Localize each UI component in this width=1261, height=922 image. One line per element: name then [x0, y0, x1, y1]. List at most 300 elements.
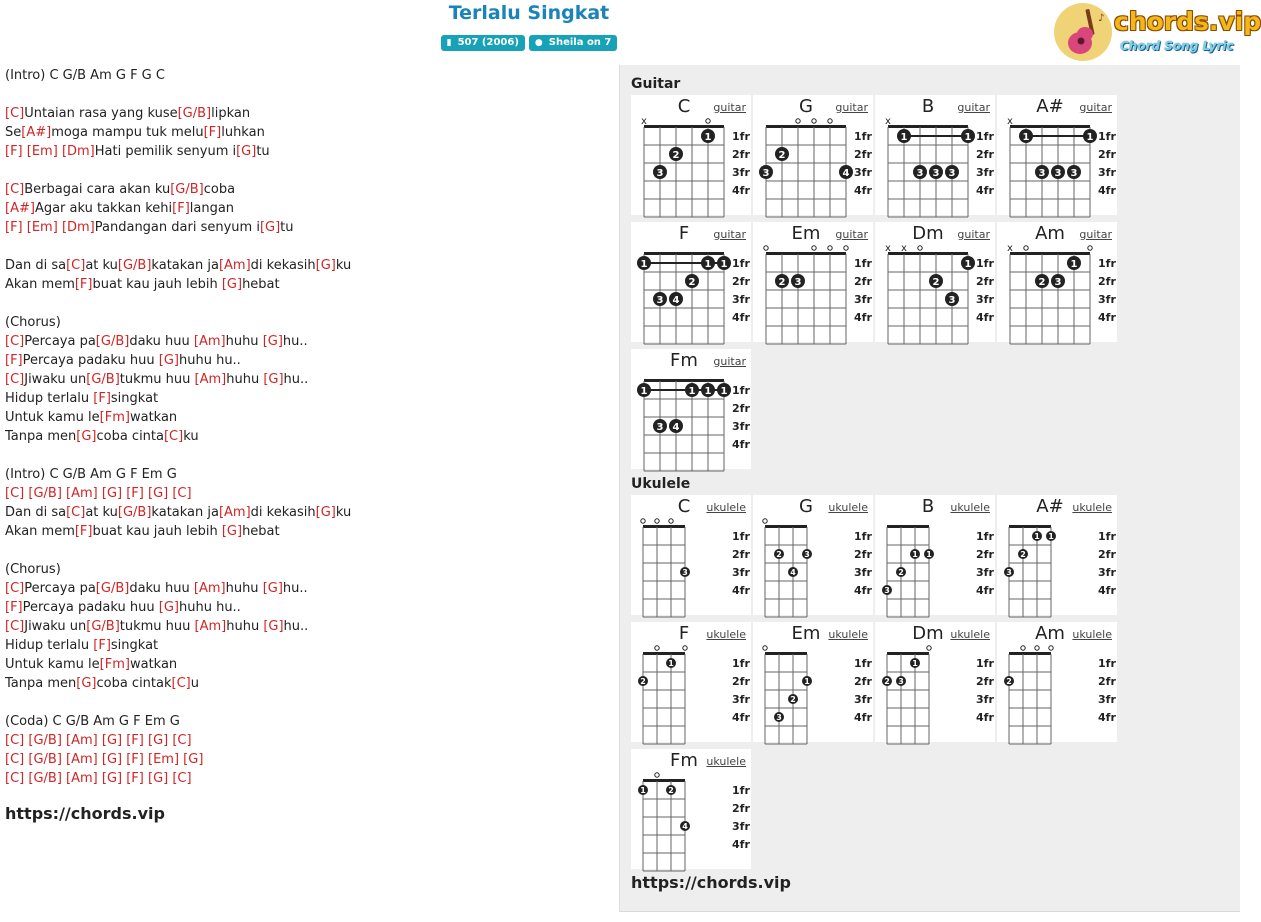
guitar-logo-icon	[1054, 3, 1112, 61]
chord-token[interactable]: [A#]	[21, 125, 52, 140]
chord-token[interactable]: [G]	[101, 486, 123, 501]
chord-token[interactable]: [F]	[126, 752, 144, 767]
chord-token[interactable]: [G/B]	[170, 182, 204, 197]
site-logo[interactable]	[1054, 3, 1261, 63]
chord-token[interactable]: [F]	[5, 144, 23, 159]
chord-token[interactable]: [Fm]	[99, 657, 130, 672]
chord-token[interactable]: [Am]	[193, 334, 226, 349]
guitar-chord-card[interactable]	[631, 95, 751, 215]
chord-token[interactable]: [G/B]	[95, 334, 130, 349]
chord-diagram	[997, 242, 1117, 342]
chord-token[interactable]: [A#]	[5, 201, 35, 216]
ukulele-chord-card[interactable]	[631, 749, 751, 869]
finger-number: 3	[948, 295, 956, 306]
fret-label: 2fr	[732, 675, 750, 688]
finger-number: 1	[640, 386, 648, 397]
chord-token[interactable]: [C]	[5, 733, 25, 748]
chord-token[interactable]: [G]	[262, 581, 283, 596]
book-icon: ▮	[446, 38, 452, 48]
finger-number: 4	[672, 295, 680, 306]
ukulele-chord-card[interactable]	[631, 495, 751, 615]
chord-diagram	[997, 642, 1117, 742]
fret-label: 1fr	[1098, 530, 1116, 543]
user-icon: ●	[534, 38, 543, 48]
fret-label: 1fr	[732, 657, 750, 670]
chord-token[interactable]: [Am]	[194, 619, 227, 634]
chord-token[interactable]: [G/B]	[117, 258, 152, 273]
instrument-link[interactable]: guitar	[957, 228, 990, 241]
chord-diagram	[997, 515, 1117, 615]
open-string-marker	[763, 646, 767, 650]
ukulele-chord-card[interactable]	[875, 622, 995, 742]
chord-token[interactable]: [C]	[5, 334, 25, 349]
finger-number: 1	[704, 259, 712, 270]
fret-label: 2fr	[854, 148, 872, 161]
chord-token[interactable]: [C]	[5, 619, 25, 634]
fret-label: 4fr	[976, 711, 994, 724]
muted-string-marker: x	[641, 116, 647, 127]
chord-token[interactable]: [G/B]	[95, 581, 130, 596]
muted-string-marker: x	[1007, 243, 1013, 254]
song-title: Terlalu Singkat	[448, 2, 610, 24]
fret-label: 1fr	[732, 530, 750, 543]
chord-token[interactable]: [Am]	[194, 372, 227, 387]
fret-label: 1fr	[732, 384, 750, 397]
chord-token[interactable]: [Am]	[218, 258, 251, 273]
fret-label: 2fr	[976, 675, 994, 688]
lyric-line: [C]Percaya pa[G/B]daku huu [Am]huhu [G]hu..	[5, 334, 308, 349]
open-string-marker	[828, 119, 832, 123]
guitar-chord-card[interactable]	[753, 95, 873, 215]
chord-token[interactable]: [G]	[315, 258, 336, 273]
open-string-marker	[828, 246, 832, 250]
chord-token[interactable]: [C]	[163, 429, 184, 444]
instrument-link[interactable]: ukulele	[706, 628, 746, 641]
open-string-marker	[844, 246, 848, 250]
chord-token[interactable]: [G/B]	[28, 752, 62, 767]
fret-label: 2fr	[1098, 675, 1116, 688]
ukulele-chord-card[interactable]	[997, 495, 1117, 615]
fret-label: 2fr	[1098, 548, 1116, 561]
chord-token[interactable]: [C]	[5, 581, 25, 596]
chord-diagram	[753, 242, 873, 342]
nut	[887, 525, 929, 528]
fret-label: 4fr	[1098, 711, 1116, 724]
instrument-link[interactable]: guitar	[1079, 228, 1112, 241]
fret-label: 1fr	[976, 530, 994, 543]
open-string-marker	[683, 646, 687, 650]
finger-number: 2	[1020, 550, 1026, 559]
chord-diagram	[753, 515, 873, 615]
lyric-line: Akan mem[F]buat kau jauh lebih [G]hebat	[5, 524, 280, 539]
open-string-marker	[763, 519, 767, 523]
chord-token[interactable]: [G]	[221, 277, 243, 292]
chord-token[interactable]: [Am]	[218, 505, 251, 520]
chord-token[interactable]: [C]	[66, 505, 86, 520]
open-string-marker	[655, 646, 659, 650]
open-string-marker	[927, 646, 931, 650]
chord-diagram	[753, 642, 873, 742]
finger-number: 3	[1070, 168, 1078, 179]
instrument-link[interactable]: guitar	[835, 228, 868, 241]
fret-label: 3fr	[732, 693, 750, 706]
nut	[1010, 125, 1090, 128]
finger-number: 1	[926, 550, 932, 559]
lyric-line: (Intro) C G/B Am G F Em G	[5, 467, 177, 482]
panel-site-link[interactable]: https://chords.vip	[631, 873, 791, 892]
finger-number: 1	[964, 132, 972, 143]
artist-badge[interactable]	[529, 35, 617, 51]
fret-label: 4fr	[854, 711, 872, 724]
nut	[644, 379, 724, 382]
fret-label: 4fr	[732, 838, 750, 851]
fret-label: 1fr	[976, 257, 994, 270]
finger-number: 3	[656, 168, 664, 179]
chord-token[interactable]: [G]	[101, 752, 123, 767]
chord-token[interactable]: [C]	[66, 258, 86, 273]
guitar-chord-card[interactable]	[997, 222, 1117, 342]
lyric-line: Hidup terlalu [F]singkat	[5, 638, 159, 653]
nut	[1009, 652, 1051, 655]
open-string-marker	[812, 246, 816, 250]
instrument-link[interactable]: guitar	[713, 228, 746, 241]
fret-label: 2fr	[732, 802, 750, 815]
chord-token[interactable]: [Em]	[26, 144, 58, 159]
chord-token[interactable]: [F]	[74, 524, 93, 539]
finger-number: 4	[682, 822, 688, 831]
site-link[interactable]: https://chords.vip	[5, 804, 165, 823]
lyric-line: [F]Percaya padaku huu [G]huhu hu..	[5, 600, 241, 615]
chord-token[interactable]: [C]	[5, 771, 25, 786]
fret-label: 3fr	[976, 693, 994, 706]
open-string-marker	[669, 519, 673, 523]
chord-token[interactable]: [Am]	[66, 486, 98, 501]
chord-token[interactable]: [C]	[171, 676, 191, 691]
chord-token[interactable]: [G]	[148, 771, 169, 786]
finger-number: 3	[682, 568, 688, 577]
fret-label: 3fr	[854, 693, 872, 706]
guitar-chord-card[interactable]	[875, 95, 995, 215]
chord-name: Fm	[670, 350, 698, 371]
chord-token[interactable]: [G]	[158, 600, 179, 615]
chord-token[interactable]: [G]	[101, 733, 123, 748]
finger-number: 1	[1086, 132, 1094, 143]
lyric-line: Untuk kamu le[Fm]watkan	[5, 657, 178, 672]
nut	[1010, 252, 1090, 255]
chord-token[interactable]: [G]	[76, 429, 97, 444]
lyric-line: Akan mem[F]buat kau jauh lebih [G]hebat	[5, 277, 280, 292]
chord-token[interactable]: [F]	[203, 125, 222, 140]
finger-number: 1	[668, 659, 674, 668]
lyric-line	[5, 446, 351, 465]
ukulele-chord-card[interactable]	[997, 622, 1117, 742]
lyric-line	[5, 85, 351, 104]
lyric-line: (Chorus)	[5, 562, 61, 577]
fret-label: 2fr	[976, 275, 994, 288]
song-badges	[0, 35, 1058, 51]
instrument-link[interactable]: ukulele	[950, 501, 990, 514]
chord-token[interactable]: [C]	[5, 182, 25, 197]
instrument-link[interactable]: ukulele	[1072, 501, 1112, 514]
open-string-marker	[918, 246, 922, 250]
finger-number: 4	[672, 422, 680, 433]
fret-label: 2fr	[1098, 275, 1116, 288]
finger-number: 3	[776, 713, 782, 722]
chord-token[interactable]: [F]	[5, 600, 23, 615]
fret-label: 2fr	[976, 148, 994, 161]
chord-token[interactable]: [C]	[172, 733, 192, 748]
chord-token[interactable]: [G]	[315, 505, 336, 520]
finger-number: 2	[668, 786, 674, 795]
chord-token[interactable]: [G]	[183, 752, 204, 767]
chord-token[interactable]: [G]	[221, 524, 243, 539]
finger-number: 3	[916, 168, 924, 179]
chord-token[interactable]: [G]	[148, 486, 169, 501]
guitar-chord-card[interactable]	[997, 95, 1117, 215]
open-string-marker	[706, 119, 710, 123]
fret-label: 1fr	[854, 257, 872, 270]
chord-diagram	[631, 642, 751, 742]
finger-number: 3	[948, 168, 956, 179]
finger-number: 3	[1038, 168, 1046, 179]
nut	[1009, 525, 1051, 528]
chord-token[interactable]: [C]	[5, 752, 25, 767]
instrument-link[interactable]: ukulele	[828, 501, 868, 514]
finger-number: 1	[964, 259, 972, 270]
chord-diagram	[875, 242, 995, 342]
open-string-marker	[1035, 646, 1039, 650]
chord-diagram	[875, 642, 995, 742]
lyric-line: (Chorus)	[5, 315, 61, 330]
chord-token[interactable]: [G]	[101, 771, 123, 786]
fret-label: 1fr	[854, 130, 872, 143]
chord-token[interactable]: [F]	[126, 733, 144, 748]
lyric-line: [C]Jiwaku un[G/B]tukmu huu [Am]huhu [G]hu..	[5, 372, 309, 387]
finger-number: 1	[912, 659, 918, 668]
chord-token[interactable]: [Em]	[148, 752, 180, 767]
chord-token[interactable]: [C]	[5, 486, 25, 501]
nut	[644, 125, 724, 128]
fret-label: 3fr	[732, 166, 750, 179]
chord-token[interactable]: [G/B]	[28, 771, 62, 786]
finger-number: 3	[804, 550, 810, 559]
open-string-marker	[1024, 246, 1028, 250]
chord-token[interactable]: [Fm]	[99, 410, 130, 425]
fret-label: 3fr	[732, 420, 750, 433]
chord-token[interactable]: [G/B]	[117, 505, 152, 520]
chord-token[interactable]: [C]	[172, 486, 192, 501]
chord-token[interactable]: [F]	[5, 353, 23, 368]
fret-label: 2fr	[854, 275, 872, 288]
fret-label: 3fr	[976, 166, 994, 179]
muted-string-marker: x	[885, 116, 891, 127]
instrument-link[interactable]: ukulele	[706, 755, 746, 768]
guitar-chord-card[interactable]	[875, 222, 995, 342]
fret-label: 1fr	[976, 657, 994, 670]
fret-label: 4fr	[732, 584, 750, 597]
chord-token[interactable]: [Am]	[193, 581, 226, 596]
chord-token[interactable]: [C]	[5, 372, 25, 387]
chord-diagram	[631, 369, 751, 469]
chord-diagram	[631, 515, 751, 615]
fret-label: 3fr	[854, 293, 872, 306]
svg-text:♪: ♪	[1098, 13, 1105, 24]
chord-token[interactable]: [Am]	[66, 752, 98, 767]
chord-token[interactable]: [Am]	[66, 771, 98, 786]
chord-token[interactable]: [F]	[126, 771, 144, 786]
finger-number: 4	[842, 168, 850, 179]
chord-token[interactable]: [G/B]	[86, 372, 120, 387]
guitar-chord-card[interactable]	[631, 349, 751, 469]
open-string-marker	[1021, 646, 1025, 650]
instrument-link[interactable]: guitar	[957, 101, 990, 114]
lyric-line: Dan di sa[C]at ku[G/B]katakan ja[Am]di kekasih[G]ku	[5, 505, 352, 520]
logo-subtitle: Chord Song Lyric	[1120, 39, 1234, 53]
chord-name: Em	[791, 623, 821, 644]
chord-token[interactable]: [C]	[172, 771, 192, 786]
fret-label: 3fr	[976, 293, 994, 306]
instrument-link[interactable]: guitar	[713, 101, 746, 114]
fret-label: 4fr	[1098, 311, 1116, 324]
instrument-link[interactable]: guitar	[713, 355, 746, 368]
finger-number: 2	[898, 568, 904, 577]
open-string-marker	[655, 519, 659, 523]
chord-token[interactable]: [Dm]	[61, 144, 95, 159]
finger-number: 1	[900, 132, 908, 143]
chord-name: Em	[791, 223, 821, 244]
chord-token[interactable]: [G/B]	[28, 733, 62, 748]
lyric-line: (Coda) C G/B Am G F Em G	[5, 714, 180, 729]
album-badge-label: 507 (2006)	[457, 37, 519, 48]
chord-token[interactable]: [G]	[259, 220, 281, 235]
chord-diagram	[997, 115, 1117, 215]
artist-badge-label: Sheila on 7	[548, 37, 612, 48]
nut	[644, 252, 724, 255]
chord-token[interactable]: [G]	[236, 144, 257, 159]
instrument-link[interactable]: guitar	[835, 101, 868, 114]
chord-token[interactable]: [Am]	[66, 733, 98, 748]
chord-token[interactable]: [F]	[93, 391, 111, 406]
chord-token[interactable]: [G]	[76, 676, 97, 691]
chord-name: A#	[1036, 96, 1064, 117]
lyric-line: [C]Jiwaku un[G/B]tukmu huu [Am]huhu [G]hu..	[5, 619, 309, 634]
finger-number: 2	[1006, 677, 1012, 686]
fret-label: 2fr	[732, 275, 750, 288]
fret-label: 3fr	[854, 566, 872, 579]
finger-number: 1	[704, 132, 712, 143]
fret-label: 4fr	[732, 711, 750, 724]
lyric-line	[5, 237, 351, 256]
fret-label: 1fr	[1098, 257, 1116, 270]
fret-label: 4fr	[976, 311, 994, 324]
lyric-line: [C]Untaian rasa yang kuse[G/B]lipkan	[5, 106, 251, 121]
fret-label: 3fr	[1098, 566, 1116, 579]
chord-token[interactable]: [G]	[263, 372, 284, 387]
lyric-line: [C]Percaya pa[G/B]daku huu [Am]huhu [G]hu..	[5, 581, 308, 596]
lyric-line	[5, 484, 351, 503]
chord-token[interactable]: [Em]	[26, 220, 58, 235]
lyric-line: [A#]Agar aku takkan kehi[F]langan	[5, 201, 235, 216]
fret-label: 3fr	[1098, 693, 1116, 706]
lyric-line: Untuk kamu le[Fm]watkan	[5, 410, 178, 425]
chord-diagram	[875, 115, 995, 215]
finger-number: 2	[932, 277, 940, 288]
instrument-link[interactable]: ukulele	[950, 628, 990, 641]
fret-label: 4fr	[732, 438, 750, 451]
instrument-link[interactable]: guitar	[1079, 101, 1112, 114]
fret-label: 4fr	[854, 184, 872, 197]
fret-label: 4fr	[732, 311, 750, 324]
chord-token[interactable]: [G]	[158, 353, 179, 368]
finger-number: 1	[1022, 132, 1030, 143]
finger-number: 2	[778, 150, 786, 161]
nut	[887, 652, 929, 655]
ukulele-chord-card[interactable]	[875, 495, 995, 615]
ukulele-chord-card[interactable]	[753, 495, 873, 615]
chord-token[interactable]: [G/B]	[177, 106, 212, 121]
chord-token[interactable]: [G]	[262, 334, 283, 349]
album-badge[interactable]	[441, 35, 525, 51]
fret-label: 4fr	[732, 184, 750, 197]
lyric-line	[5, 750, 351, 769]
chord-token[interactable]: [F]	[5, 220, 23, 235]
guitar-chord-card[interactable]	[753, 222, 873, 342]
chord-token[interactable]: [G/B]	[86, 619, 120, 634]
fret-label: 3fr	[1098, 166, 1116, 179]
finger-number: 2	[790, 695, 796, 704]
chord-token[interactable]: [F]	[93, 638, 111, 653]
lyric-line	[5, 769, 351, 788]
finger-number: 3	[762, 168, 770, 179]
lyric-line: Se[A#]moga mampu tuk melu[F]luhkan	[5, 125, 265, 140]
lyric-line: [F] [Em] [Dm]Hati pemilik senyum i[G]tu	[5, 144, 270, 159]
chord-diagram	[631, 769, 751, 869]
finger-number: 1	[912, 550, 918, 559]
chord-token[interactable]: [G]	[148, 733, 169, 748]
chord-token[interactable]: [C]	[5, 106, 25, 121]
instrument-link[interactable]: ukulele	[1072, 628, 1112, 641]
instrument-link[interactable]: ukulele	[706, 501, 746, 514]
finger-number: 1	[1048, 532, 1054, 541]
chord-name: Am	[1035, 223, 1065, 244]
chord-name: C	[677, 96, 691, 117]
chord-token[interactable]: [Dm]	[61, 220, 95, 235]
chord-token[interactable]: [F]	[126, 486, 144, 501]
logo-text: chords.vip	[1114, 7, 1261, 36]
fret-label: 3fr	[732, 566, 750, 579]
fret-label: 2fr	[854, 675, 872, 688]
finger-number: 3	[1054, 168, 1062, 179]
ukulele-chord-card[interactable]	[631, 622, 751, 742]
fret-label: 1fr	[732, 784, 750, 797]
chord-token[interactable]: [F]	[74, 277, 93, 292]
fret-label: 1fr	[854, 530, 872, 543]
finger-number: 3	[1006, 568, 1012, 577]
chord-token[interactable]: [F]	[172, 201, 190, 216]
open-string-marker	[764, 246, 768, 250]
ukulele-chord-card[interactable]	[753, 622, 873, 742]
finger-number: 2	[640, 677, 646, 686]
finger-number: 3	[656, 295, 664, 306]
chord-token[interactable]: [G]	[263, 619, 284, 634]
chord-token[interactable]: [G/B]	[28, 486, 62, 501]
chord-diagram	[631, 115, 751, 215]
finger-number: 2	[884, 677, 890, 686]
fret-label: 4fr	[976, 584, 994, 597]
instrument-link[interactable]: ukulele	[828, 628, 868, 641]
chord-name: Dm	[912, 223, 944, 244]
guitar-chord-card[interactable]	[631, 222, 751, 342]
